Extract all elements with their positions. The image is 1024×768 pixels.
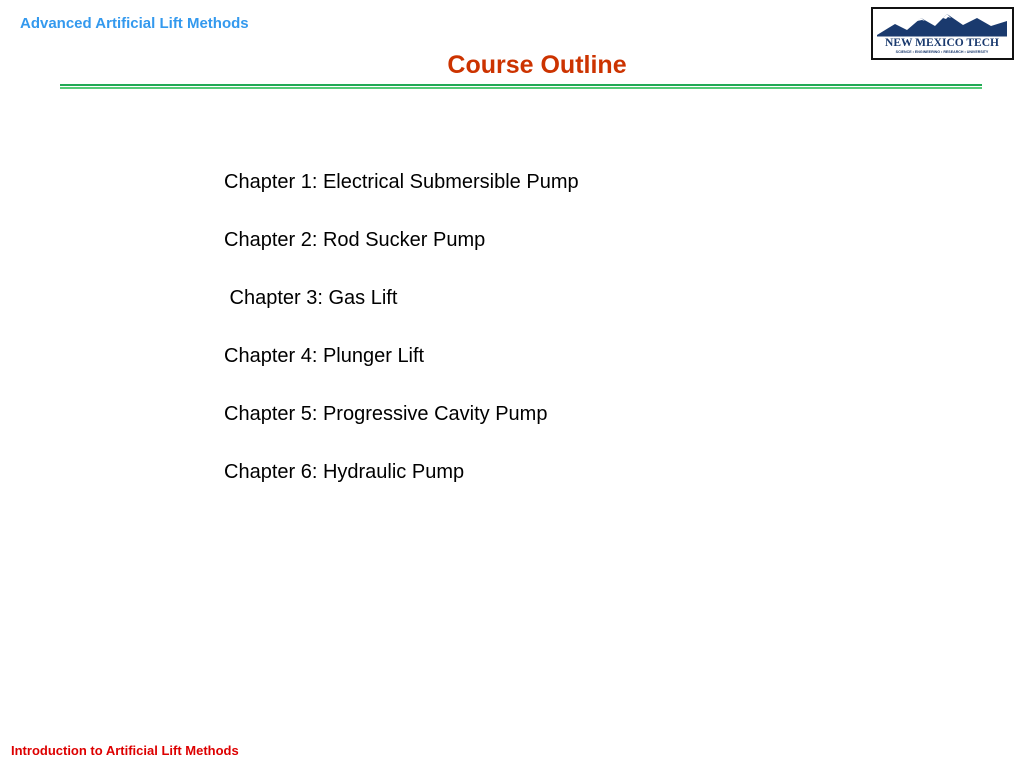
- chapter-item: Chapter 1: Electrical Submersible Pump: [224, 171, 579, 193]
- logo-name-text: NEW MEXICO TECH: [885, 37, 999, 49]
- footer-text: Introduction to Artificial Lift Methods: [11, 743, 239, 758]
- chapter-item: Chapter 5: Progressive Cavity Pump: [224, 403, 548, 425]
- divider-line-bottom: [60, 87, 982, 89]
- divider-line-top: [60, 84, 982, 86]
- chapter-item: Chapter 4: Plunger Lift: [224, 345, 425, 367]
- chapter-item: Chapter 6: Hydraulic Pump: [224, 461, 465, 483]
- chapter-item: Chapter 3: Gas Lift: [224, 287, 398, 309]
- slide-title: Course Outline: [447, 51, 627, 79]
- course-header-title: Advanced Artificial Lift Methods: [20, 15, 249, 32]
- mountain-logo-icon: [873, 9, 1012, 58]
- title-divider: [60, 84, 982, 89]
- chapter-item: Chapter 2: Rod Sucker Pump: [224, 229, 486, 251]
- logo-tagline-text: SCIENCE • ENGINEERING • RESEARCH • UNIVERSITY: [895, 50, 989, 54]
- chapter-list: [224, 171, 579, 519]
- new-mexico-tech-logo: [871, 7, 1014, 60]
